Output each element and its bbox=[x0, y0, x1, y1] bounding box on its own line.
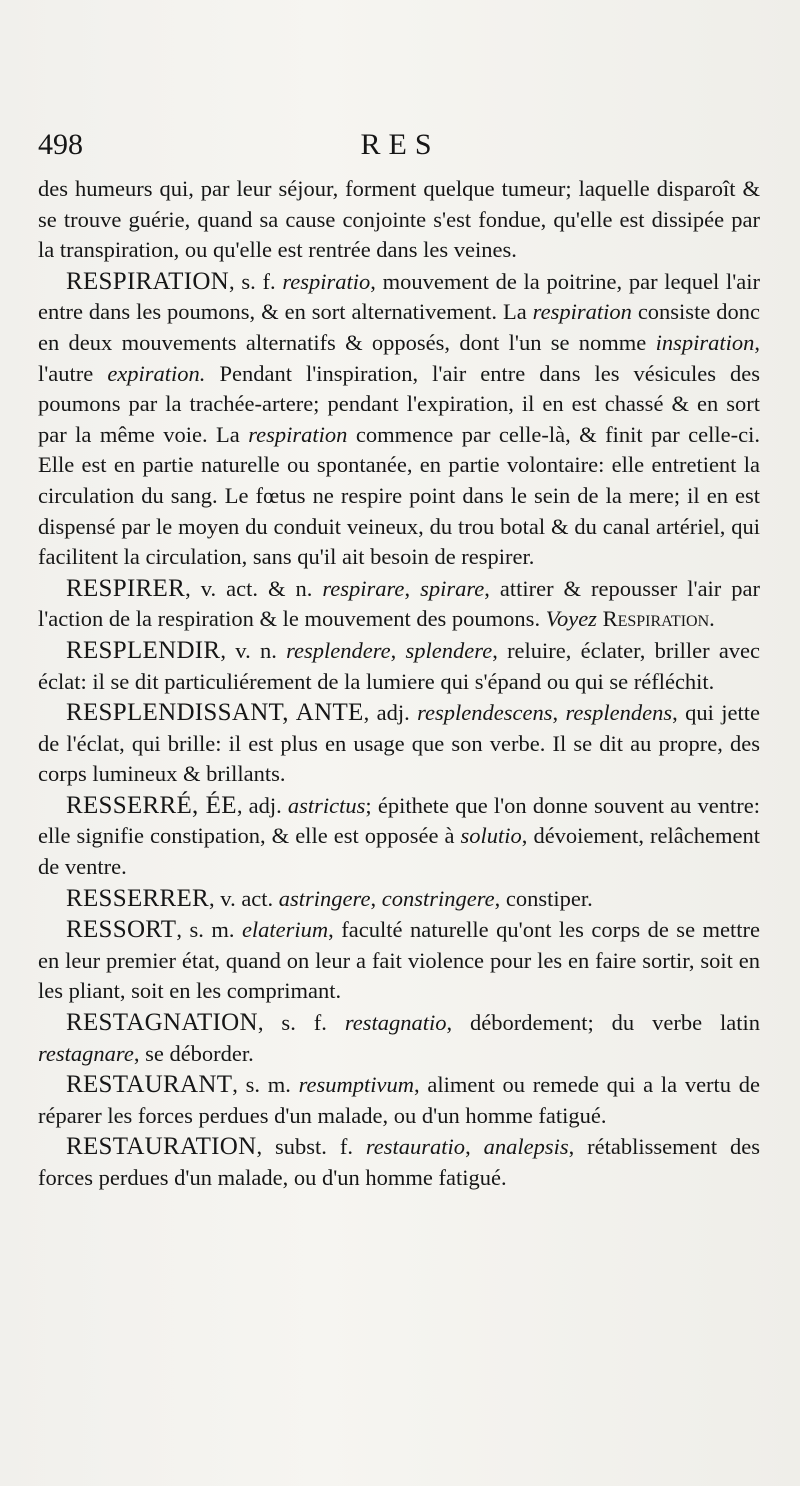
running-head: RES bbox=[360, 128, 440, 161]
headword: RESSORT bbox=[66, 916, 177, 944]
definition: , faculté naturelle qu'ont les corps de se mettre en leur premier état, quand on leur a fait violence pour les en faire sortir, soit en les pliant, soit en les comprimant. bbox=[38, 917, 760, 1004]
definition: , reluire, éclater, briller avec éclat: il se dit particuliérement de la lumiere qui s'épand ou qui se réfléchit. bbox=[38, 637, 761, 694]
latin-term: splendere bbox=[405, 637, 493, 663]
italic-term: respiration bbox=[532, 299, 632, 325]
grammar: , s. f. bbox=[229, 268, 276, 294]
entry-ressort bbox=[38, 915, 760, 1007]
definition-part: , débordement; du verbe latin bbox=[446, 1010, 761, 1036]
grammar: , v. n. bbox=[220, 637, 277, 663]
grammar: , subst. f. bbox=[256, 1134, 353, 1160]
see-target: Respiration. bbox=[602, 606, 715, 632]
grammar: , s. f. bbox=[257, 1010, 327, 1036]
separator: , bbox=[552, 700, 559, 726]
grammar: , v. act. bbox=[209, 885, 274, 911]
latin-term: solutio bbox=[460, 823, 522, 849]
definition-part: , se déborder. bbox=[133, 1040, 254, 1066]
entry-continuation bbox=[38, 174, 760, 266]
headword: RESSERRER bbox=[66, 884, 210, 912]
entry-respiration bbox=[38, 267, 760, 573]
definition: , rétablissement des forces perdues d'un malade, ou d'un homme fatigué. bbox=[38, 1134, 761, 1190]
latin-term: resumptivum bbox=[298, 1072, 414, 1098]
headword: RESPLENDIR bbox=[66, 636, 221, 664]
definition-part: commence par celle-là, & finit par celle-ci. Elle est en partie naturelle ou spontanée, en partie volontaire: elle entretient la circulation du sang. Le fœtus ne respire point dans le sein de la mere; il en est dispensé par le moyen du conduit veineux, du trou botal & du canal artériel, qui facilitent la circulation, sans qu'il ait besoin de respirer. bbox=[38, 421, 760, 570]
headword: RESPIRER bbox=[66, 574, 186, 602]
definition: , constiper. bbox=[494, 885, 593, 911]
headword: RESTAGNATION bbox=[66, 1009, 258, 1037]
italic-term: expiration. bbox=[107, 360, 206, 386]
latin-term: resplendere bbox=[286, 637, 391, 663]
latin-term: constringere bbox=[381, 885, 495, 911]
entry-restauration bbox=[38, 1132, 760, 1193]
latin-term: resplendens bbox=[565, 700, 673, 726]
italic-term: inspiration bbox=[655, 329, 755, 355]
entry-respirer bbox=[38, 574, 760, 635]
latin-term: respirare bbox=[322, 575, 405, 601]
definition-part: ; épithete que l'on donne souvent au ventre: elle signifie constipation, & elle est opposée à bbox=[38, 792, 760, 849]
separator: , bbox=[404, 575, 411, 601]
entry-resserrer bbox=[38, 884, 760, 915]
see-reference: Voyez bbox=[545, 606, 597, 632]
latin-term: analepsis bbox=[483, 1134, 569, 1160]
definition-part: , dévoiement, relâchement de ventre. bbox=[38, 823, 760, 880]
latin-term: astrictus bbox=[287, 792, 366, 818]
headword: RESPLENDISSANT, ANTE bbox=[66, 699, 364, 727]
separator: , bbox=[465, 1134, 471, 1160]
headword: RESTAURATION bbox=[66, 1133, 257, 1161]
page-header bbox=[38, 128, 762, 168]
continuation-text: des humeurs qui, par leur séjour, forment quelque tumeur; laquelle disparoît & se trouve guérie, quand sa cause conjointe s'est fondue, qu'elle est dissipée par la transpiration, ou qu'elle est rentrée dans les veines. bbox=[38, 176, 760, 263]
separator: , bbox=[370, 885, 377, 911]
separator: , bbox=[390, 637, 397, 663]
definition: , aliment ou remede qui a la vertu de réparer les forces perdues d'un malade, ou d'un homme fatigué. bbox=[38, 1072, 761, 1128]
italic-term: respiration bbox=[248, 421, 348, 447]
latin-term: restauratio bbox=[365, 1134, 466, 1160]
latin-term: elaterium bbox=[241, 917, 329, 943]
definition-part: , l'autre bbox=[38, 329, 761, 386]
latin-term: resplendescens bbox=[417, 700, 553, 726]
latin-term: spirare bbox=[420, 575, 485, 601]
grammar: , s. m. bbox=[232, 1072, 291, 1098]
grammar: , v. act. & n. bbox=[185, 575, 313, 601]
grammar: , s. m. bbox=[176, 917, 235, 943]
entry-resplendir bbox=[38, 636, 760, 697]
entry-restagnation bbox=[38, 1008, 760, 1069]
headword: RESSERRÉ, ÉE bbox=[66, 791, 237, 819]
entry-resserre bbox=[38, 791, 760, 883]
grammar: , adj. bbox=[236, 792, 282, 818]
page-number: 498 bbox=[38, 128, 83, 161]
grammar: , adj. bbox=[363, 700, 410, 726]
entry-restaurant bbox=[38, 1070, 760, 1131]
headword: RESPIRATION bbox=[66, 267, 230, 295]
text-column bbox=[38, 174, 760, 1195]
definition-part: , mouvement de la poitrine, par lequel l'air entre dans les poumons, & en sort alternativement. La bbox=[38, 268, 761, 325]
latin-term: respiratio bbox=[282, 268, 371, 294]
definition-part: consiste donc en deux mouvements alternatifs & opposés, dont l'un se nomme bbox=[38, 299, 760, 355]
latin-term: restagnare bbox=[38, 1040, 134, 1066]
latin-term: astringere bbox=[278, 885, 371, 911]
definition: , attirer & repousser l'air par l'action de la respiration & le mouvement des poumons. bbox=[38, 575, 761, 632]
headword: RESTAURANT bbox=[66, 1071, 233, 1099]
definition: , qui jette de l'éclat, qui brille: il est plus en usage que son verbe. Il se dit au propre, des corps lumineux & brillants. bbox=[38, 700, 761, 787]
entry-resplendissant bbox=[38, 698, 760, 790]
definition-part: Pendant l'inspiration, l'air entre dans les vésicules des poumons par la trachée-artere; pendant l'expiration, il en est chassé & en sort par la même voie. La bbox=[38, 360, 760, 447]
latin-term: restagnatio bbox=[344, 1010, 447, 1036]
